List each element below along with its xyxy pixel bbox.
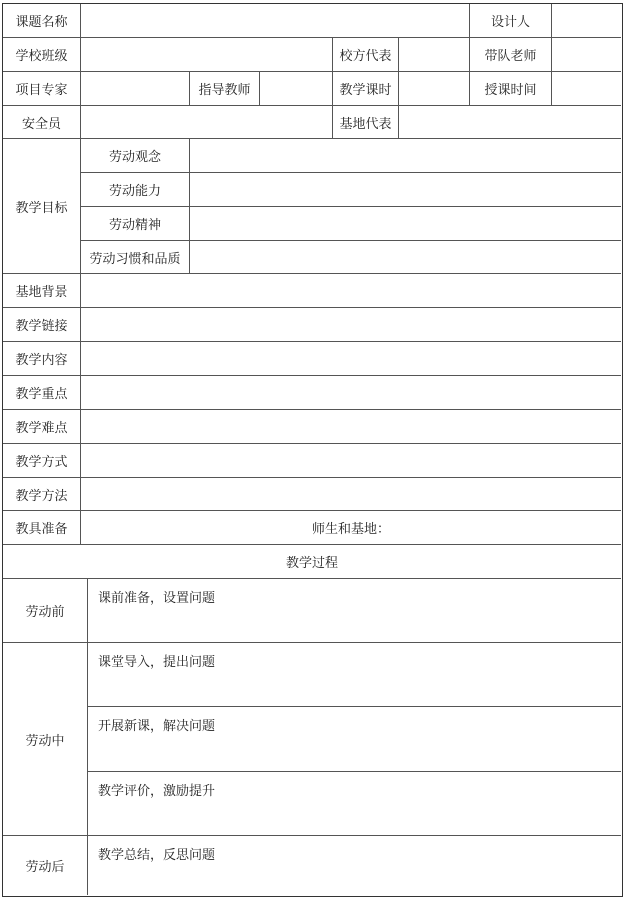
objective-item-ability: 劳动能力 [81, 173, 190, 207]
process-during-label: 劳动中 [3, 643, 88, 836]
teaching-content-field[interactable] [81, 342, 621, 376]
teaching-link-field[interactable] [81, 308, 621, 342]
course-name-field[interactable] [81, 4, 470, 38]
field-label-difficult-points: 教学难点 [3, 410, 81, 444]
process-before-label: 劳动前 [3, 579, 88, 643]
process-after-step-1[interactable] [88, 836, 621, 895]
base-rep-label: 基地代表 [333, 106, 399, 139]
designer-label: 设计人 [470, 4, 552, 38]
process-before-step-1[interactable] [88, 579, 621, 643]
expert-label: 项目专家 [3, 72, 81, 106]
safety-officer-field[interactable] [81, 106, 333, 139]
field-label-teaching-mode: 教学方式 [3, 444, 81, 478]
tools-text: 师生和基地： [311, 522, 390, 537]
process-during-step-3-text: 教学评价，激励提升 [98, 784, 216, 799]
objective-ability-field[interactable] [190, 173, 621, 207]
class-time-field[interactable] [552, 72, 621, 106]
safety-officer-label: 安全员 [3, 106, 81, 139]
teaching-mode-field[interactable] [81, 444, 621, 478]
objective-concept-field[interactable] [190, 139, 621, 173]
field-label-teaching-link: 教学链接 [3, 308, 81, 342]
process-before-step-1-text: 课前准备，设置问题 [98, 591, 216, 606]
process-during-step-1[interactable] [88, 643, 621, 707]
process-during-step-3[interactable] [88, 772, 621, 836]
objectives-label: 教学目标 [3, 139, 81, 274]
field-label-key-points: 教学重点 [3, 376, 81, 410]
expert-field[interactable] [81, 72, 190, 106]
process-during-step-2-text: 开展新课，解决问题 [98, 719, 216, 734]
key-points-field[interactable] [81, 376, 621, 410]
guide-teacher-label: 指导教师 [190, 72, 260, 106]
class-time-label: 授课时间 [470, 72, 552, 106]
process-after-label: 劳动后 [3, 836, 88, 895]
field-label-teaching-method: 教学方法 [3, 478, 81, 511]
field-label-base-background: 基地背景 [3, 274, 81, 308]
tools-field[interactable] [81, 511, 621, 545]
process-title: 教学过程 [3, 545, 621, 579]
guide-teacher-field[interactable] [260, 72, 333, 106]
objective-item-habit: 劳动习惯和品质 [81, 241, 190, 274]
teaching-method-field[interactable] [81, 478, 621, 511]
process-during-step-2[interactable] [88, 707, 621, 772]
school-rep-label: 校方代表 [333, 38, 399, 72]
objective-item-spirit: 劳动精神 [81, 207, 190, 241]
process-during-step-1-text: 课堂导入，提出问题 [98, 655, 216, 670]
school-class-field[interactable] [81, 38, 333, 72]
lead-teacher-label: 带队老师 [470, 38, 552, 72]
lead-teacher-field[interactable] [552, 38, 621, 72]
objective-habit-field[interactable] [190, 241, 621, 274]
difficult-points-field[interactable] [81, 410, 621, 444]
tools-label: 教具准备 [3, 511, 81, 545]
table-frame [2, 3, 623, 897]
class-hours-label: 教学课时 [333, 72, 399, 106]
base-background-field[interactable] [81, 274, 621, 308]
base-rep-field[interactable] [399, 106, 621, 139]
field-label-teaching-content: 教学内容 [3, 342, 81, 376]
school-class-label: 学校班级 [3, 38, 81, 72]
objective-spirit-field[interactable] [190, 207, 621, 241]
course-name-label: 课题名称 [3, 4, 81, 38]
school-rep-field[interactable] [399, 38, 470, 72]
designer-field[interactable] [552, 4, 621, 38]
process-after-step-1-text: 教学总结，反思问题 [98, 848, 216, 863]
class-hours-field[interactable] [399, 72, 470, 106]
objective-item-concept: 劳动观念 [81, 139, 190, 173]
